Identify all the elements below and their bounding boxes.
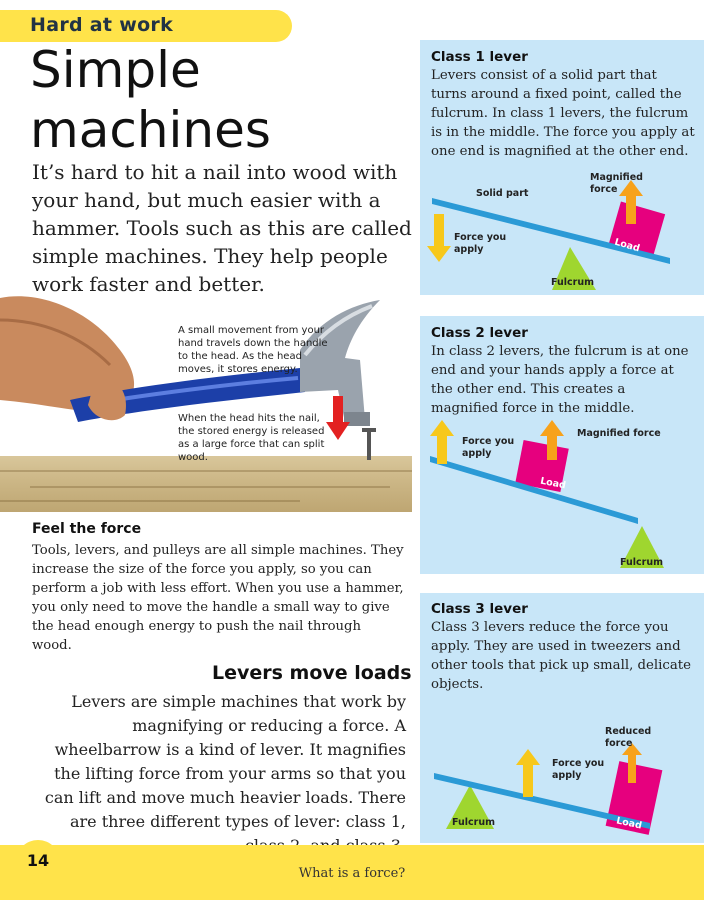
levers-heading: Levers move loads [212,662,412,684]
class2-magnified-arrow-icon [547,434,557,460]
class1-magnified-arrow-icon [626,194,636,224]
class2-heading: Class 2 lever [431,325,528,341]
class3-load-label: Load [615,815,643,832]
page-title-line2: machines [30,101,271,159]
class3-heading: Class 3 lever [431,601,528,617]
hammer-caption-top: A small movement from your hand travels down the handle to the head. As the head moves, it stores energy. [178,325,328,375]
class1-force-arrow-icon [434,214,444,248]
levers-text: Levers are simple machines that work by magnifying or reducing a force. A wheelbarrow is a kind of lever. It magnifies the lifting force from your arms so that you can lift and move much heavier loads. There are three different types of lever: class 1, [44,692,406,831]
footer-chapter: What is a force? [298,866,406,881]
class3-force-arrow-icon [523,763,533,797]
class1-panel [420,40,704,295]
down-arrow-icon [333,396,343,424]
class2-magnified-label: Magnified force [577,428,661,439]
class2-force-arrow-icon [437,434,447,464]
class1-magnified-label: Magnified force [590,172,643,195]
feel-force-text: Tools, levers, and pulleys are all simple machines. They increase the size of the force you apply, so you can perform a job with less effort. When you use a hammer, you only need to move the handle a small way to give the head enough energy to push the nail through wood. [32,543,404,653]
class1-heading: Class 1 lever [431,49,528,65]
intro-text: It’s hard to hit a nail into wood with your hand, but much easier with a hammer. Tools such as this are called simple machines. They help people work faster and better. [32,160,412,296]
class2-load-label: Load [539,475,567,492]
page-title-line1: Simple [30,41,201,99]
class1-fulcrum-label: Fulcrum [551,277,595,288]
class3-text: Class 3 levers reduce the force you apply. They are used in tweezers and other tools that pick up small, delicate objects. [431,620,692,692]
class2-fulcrum-label: Fulcrum [620,557,664,568]
class3-reduced-label: Reduced force [605,726,652,749]
section-title: Hard at work [30,14,174,36]
hammer-caption-bottom: When the head hits the nail, the stored energy is released as a large force that can split wood. [178,413,325,463]
class3-reduced-arrow-icon [628,753,636,783]
nail [367,430,371,460]
page-title [30,40,410,160]
class2-force-label: Force you apply [462,436,515,459]
class1-force-label: Force you apply [454,232,507,255]
class2-text: In class 2 levers, the fulcrum is at one end and your hands apply a force at the other end. This creates a magnified force in the middle. [431,344,689,416]
class1-text: Levers consist of a solid part that turns around a fixed point, called the fulcrum. In class 1 levers, the fulcrum is in the middle. The force you apply at one end is magnified at the other end. [431,68,695,159]
class2-panel [420,316,704,574]
class3-panel [420,593,704,843]
page-number: 14 [26,851,50,870]
feel-force-heading: Feel the force [32,521,142,537]
section-tab [0,10,292,42]
class1-load-label: Load [613,236,641,255]
class3-force-label: Force you apply [552,758,605,781]
class3-fulcrum-label: Fulcrum [452,817,496,828]
class1-solid-part-label: Solid part [476,188,529,199]
